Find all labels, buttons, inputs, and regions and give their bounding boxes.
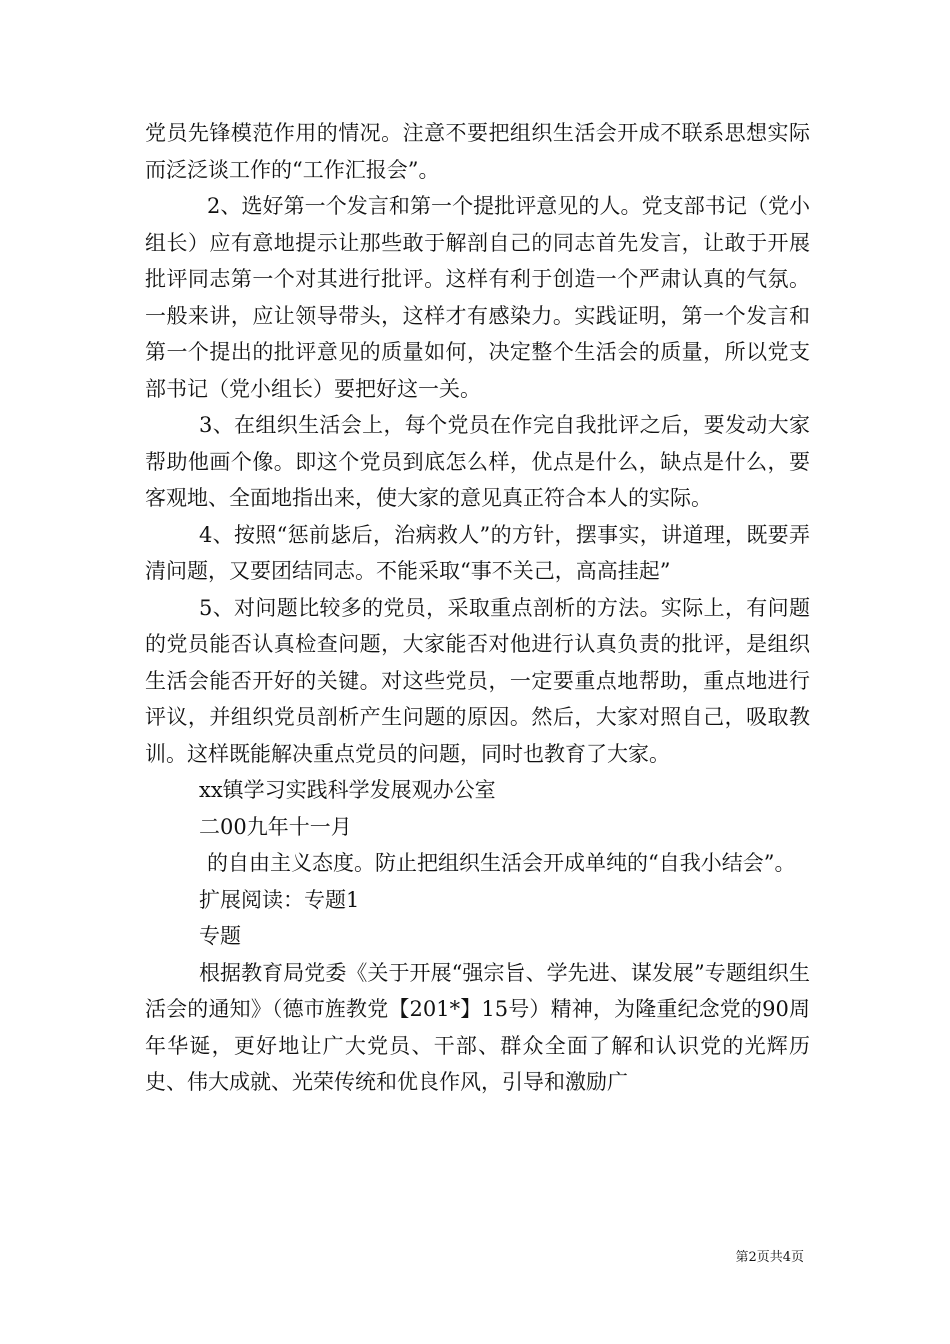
paragraph-continuation: 的自由主义态度。防止把组织生活会开成单纯的“自我小结会”。 <box>207 851 796 875</box>
document-body <box>145 115 810 1101</box>
signature-date: 二00九年十一月 <box>199 814 352 839</box>
page-number-footer: 第2页共4页 <box>735 1250 804 1265</box>
paragraph-3: 3、在组织生活会上，每个党员在作完自我批评之后，要发动大家帮助他画个像。即这个党员到底怎么样，优点是什么，缺点是什么，要客观地、全面地指出来，使大家的意见真正符合本人的实际。 <box>145 413 810 510</box>
paragraph-5: 5、对问题比较多的党员，采取重点剖析的方法。实际上，有问题的党员能否认真检查问题，大家能否对他进行认真负责的批评，是组织生活会能否开好的关键。对这些党员，一定要重点地帮助，重点地进行评议，并组织党员剖析产生问题的原因。然后，大家对照自己，吸取教训。这样既能解决重点党员的问题，同时也教育了大家。 <box>145 595 810 766</box>
signature-office: xx镇学习实践科学发展观办公室 <box>199 778 496 802</box>
extended-reading-heading: 扩展阅读：专题1 <box>199 887 360 912</box>
topic-heading: 专题 <box>199 924 241 948</box>
paragraph-topic-body: 根据教育局党委《关于开展“强宗旨、学先进、谋发展”专题组织生活会的通知》（德市旌教党【201*】15号）精神，为隆重纪念党的90周年华诞，更好地让广大党员、干部、群众全面了解和认识党的光辉历史、伟大成就、光荣传统和优良作风，引导和激励广 <box>145 960 810 1094</box>
paragraph-2: 2、选好第一个发言和第一个提批评意见的人。党支部书记（党小组长）应有意地提示让那些敢于解剖自己的同志首先发言，让敢于开展批评同志第一个对其进行批评。这样有利于创造一个严肃认真的气氛。一般来讲，应让领导带头，这样才有感染力。实践证明，第一个发言和第一个提出的批评意见的质量如何，决定整个生活会的质量，所以党支部书记（党小组长）要把好这一关。 <box>145 194 810 401</box>
paragraph-1: 党员先锋模范作用的情况。注意不要把组织生活会开成不联系思想实际而泛泛谈工作的“工作汇报会”。 <box>145 121 810 182</box>
paragraph-4: 4、按照“惩前毖后，治病救人”的方针，摆事实，讲道理，既要弄清问题，又要团结同志。不能采取“事不关己，高高挂起” <box>145 522 810 583</box>
